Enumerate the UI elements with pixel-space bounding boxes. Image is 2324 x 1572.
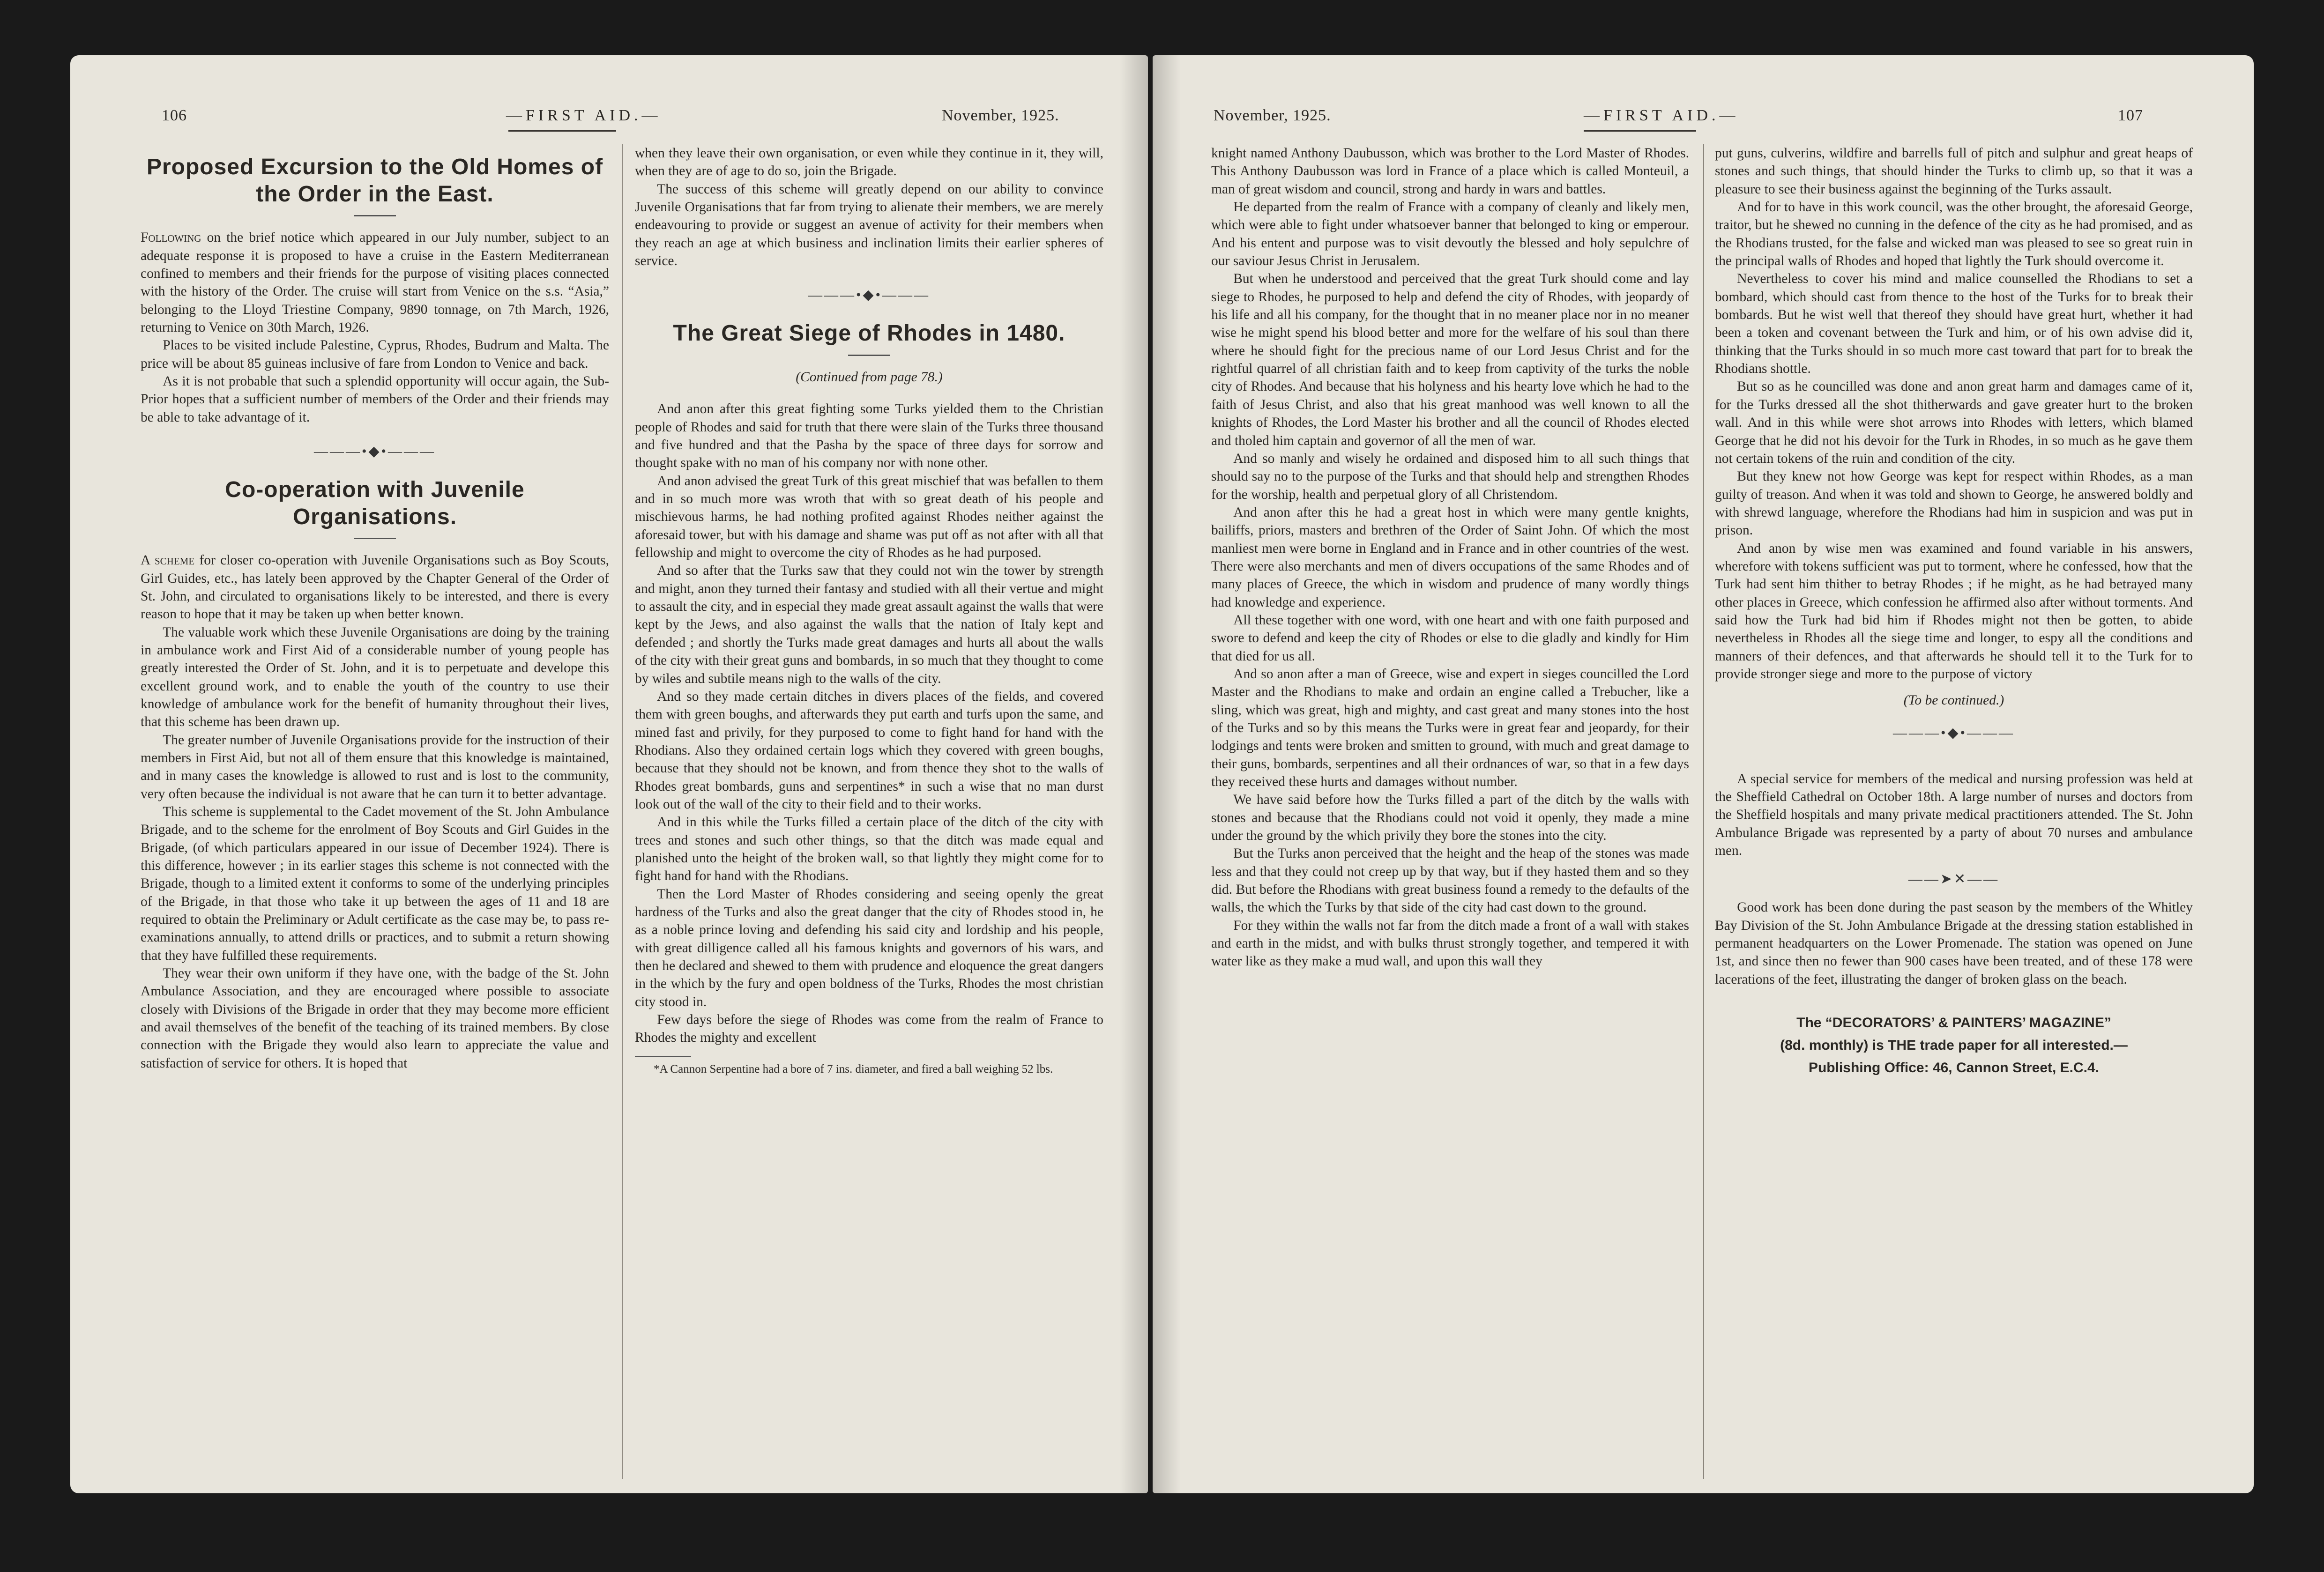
cooperation-paragraph: This scheme is supplemental to the Cadet movement of the St. John Ambulance Brigade, and to the scheme for the enrolment of Boy Scouts and Girl Guides in the Brigade, (of which particulars appeared in our issue of December 1924). There is this difference, however ; in its earlier stages this scheme is not connected with the Brigade, though to a limited extent it conforms to some of the underlying principles of the Brigade, in that those who take it up between the ages of 11 and 18 are required to obtain the Preliminary or Adult certificate as the case may be, to pass re-examinations annually, to attend drills or practices, and to submit a return showing that they have fulfilled these requirements. <box>141 804 609 963</box>
left-page-gutter-shadow <box>1120 55 1148 1493</box>
siege-paragraph: He departed from the realm of France with a company of cleanly and likely men, which were able to fight under whatsoever banner that belonged to king or emperour. And his entent and purpose was to visit devoutly the blessed and holy sepulchre of our saviour Jesus Christ in Jerusalem. <box>1211 200 1689 269</box>
siege-paragraph: knight named Anthony Daubusson, which was brother to the Lord Master of Rhodes. This Anthony Daubusson was lord in France of a place which is called Monteuil, a man of great wisdom and council, strong and hardy in wars and battles. <box>1211 146 1689 197</box>
left-page <box>70 55 1148 1493</box>
siege-paragraph: And anon after this he had a great host in which were many gentle knights, bailiffs, priors, masters and brethren of the Order of Saint John. Of which the most manliest men were borne in England and in France and in other countries of the west. There were also merchants and men of divers occupations of the same Rhodes and of many places of Greece, the which in wisdom and prudence of many wordly things had knowledge and experience. <box>1211 504 1689 610</box>
section-divider-ornament: ———•◆•——— <box>808 287 931 303</box>
left-issue-date: November, 1925. <box>942 107 1059 124</box>
cooperation-paragraph: when they leave their own organisation, or even while they continue in it, they will, when they are of age to do so, join the Brigade. <box>635 146 1103 179</box>
siege-paragraph: But the Turks anon perceived that the height and the heap of the stones was made less and that they could not creep up by that way, but if they hasted them and so they did. But before the Rhodians with great business found a remedy to the defaults of the walls, the which the Turks by that side of the city had cast down to the ground. <box>1211 846 1689 915</box>
siege-paragraph: But when he understood and perceived that the great Turk should come and lay siege to Rhodes, he purposed to help and defend the city of Rhodes, with jeopardy of his life and all his company, for the thought that in no meaner place nor in no meaner wise he might spend his blood better and more for the welfare of his soul than there where he should fight for the precious name of our Lord Jesus Christ and for the rightful quarrel of all christian faith and to keep from captivity of the turks the noble city of Rhodes. And because that his holyness and his hearty love which he had to the faith of Jesus Christ, and also that his great manhood was well known to all the knights of Rhodes, the Lord Master his brother and all the council of Rhodes elected and tholed him captain and governor of all the men of war. <box>1211 271 1689 448</box>
right-column-1 <box>1211 144 1689 971</box>
cooperation-paragraph: They wear their own uniform if they have one, with the badge of the St. John Ambulance Association, and they are encouraged where possible to associate closely with Divisions of the Brigade in order that they may become more efficient and avail themselves of the benefit of the teaching of its trained members. By close connection with the Brigade they would also learn to appreciate the value and satisfaction of service for others. It is hoped that <box>141 966 609 1071</box>
headline-rule <box>354 215 396 216</box>
right-page <box>1153 55 2254 1493</box>
siege-paragraph: And so they made certain ditches in divers places of the fields, and covered them with green boughs, and afterwards they put earth and turfs upon the same, and mined fast and privily, for they purposed to come to fight hand for hand with the Rhodians. Also they ordained certain logs which they covered with green boughs, because that they should not be known, and from thence they shot to the walls of Rhodes great bombards, guns and serpentines* in such a wise that no man durst look out of the wall of the city to their field and to their works. <box>635 689 1103 812</box>
excursion-paragraph: Places to be visited include Palestine, Cyprus, Rhodes, Budrum and Malta. The price will be about 85 guineas inclusive of fare from London to Venice and back. <box>141 338 609 371</box>
cooperation-headline: Co-operation with Juvenile Organisations. <box>225 477 525 529</box>
right-page-gutter-shadow <box>1153 55 1181 1493</box>
excursion-headline: Proposed Excursion to the Old Homes of the Order in the East. <box>146 155 603 207</box>
cooperation-paragraph: The greater number of Juvenile Organisations provide for the instruction of their members in First Aid, but not all of them ensure that this knowledge is maintained, and in many cases the knowledge is allowed to rust and is lost to the community, very often because the individual is not aware that he can turn it to better advantage. <box>141 732 609 801</box>
left-journal-title: —FIRST AID.— <box>506 107 662 124</box>
cooperation-paragraph: The success of this scheme will greatly depend on our ability to convince Juvenile Organisations that far from trying to alienate their members, we are merely endeavouring to provide or suggest an avenue of activity for their members when they reach an age at which business and inclination limits their earlier spheres of service. <box>635 181 1103 269</box>
section-divider-ornament: ——➤✕—— <box>1908 871 2000 887</box>
siege-paragraph: Then the Lord Master of Rhodes considering and seeing openly the great hardness of the Turks and also the great danger that the city of Rhodes stood in, he as a noble prince loving and defending his said city and lordship and his people, with great dilligence called all his famous knights and governors of his wars, and then he declared and shewed to them with prudence and eloquence the great dangers in the which by the fury and open boldness of the Turks, Rhodes the most christian city stood in. <box>635 886 1103 1009</box>
right-header-rule <box>1584 130 1696 132</box>
siege-paragraph: But they knew not how George was kept for respect within Rhodes, as a man guilty of treason. And when it was told and shown to George, he answered boldly and with shrewd language, wherefore the Rhodians had him in suspicion and was put in prison. <box>1715 469 2193 538</box>
to-be-continued-note: (To be continued.) <box>1903 693 2004 708</box>
siege-paragraph: put guns, culverins, wildfire and barrells full of pitch and sulphur and great heaps of stones and such things, that should hinder the Turks to climb up, so that it was a pleasure to see their business against the beginning of the Turks assault. <box>1715 146 2193 197</box>
whitley-bay-paragraph: Good work has been done during the past season by the members of the Whitley Bay Division of the St. John Ambulance Brigade at the dressing station established in permanent headquarters on the Lower Promenade. The station was opened on June 1st, and since then no fewer than 900 cases have been treated, and of these 178 were lacerations of the feet, illustrating the danger of broken glass on the beach. <box>1715 900 2193 987</box>
left-column-divider <box>622 144 623 1479</box>
left-page-number: 106 <box>162 107 187 124</box>
right-column-divider <box>1703 144 1704 1479</box>
continued-from-note: (Continued from page 78.) <box>796 370 943 385</box>
advert-line: (8d. monthly) is THE trade paper for all interested.— <box>1780 1038 2128 1053</box>
siege-paragraph: We have said before how the Turks filled a part of the ditch by the walls with stones and because that the Rhodians could not void it openly, they made a mine under the ground by the which privily they bore the stones into the city. <box>1211 792 1689 844</box>
siege-paragraph: And so anon after a man of Greece, wise and expert in sieges councilled the Lord Master and the Rhodians to make and ordain an engine called a Trebucher, like a sling, which was great, high and mighty, and cast great and many stones into the host of the Turks and so by this means the Turks were in great fear and jeopardy, for their lodgings and tents were broken and smitten to ground, with much and great damage to their guns, bombards, serpentines and all their ordnances of war, so that in a few days they received these hurts and damages without number. <box>1211 666 1689 790</box>
magazine-advertisement <box>1715 1012 2193 1079</box>
left-header-rule <box>508 130 616 132</box>
headline-rule <box>354 538 396 539</box>
siege-headline: The Great Siege of Rhodes in 1480. <box>673 321 1065 346</box>
cooperation-lead-word: A scheme <box>141 553 195 568</box>
siege-paragraph: And for to have in this work council, was the other brought, the aforesaid George, traitor, but he shewed no cunning in the defence of the city as he had promised, and as the Rhodians trusted, for the false and wicked man was pleased to see so great ruin in the principal walls of Rhodes and hoped that lightly the Turk should overcome it. <box>1715 200 2193 269</box>
advert-line: Publishing Office: 46, Cannon Street, E.C.4. <box>1808 1060 2100 1076</box>
headline-rule <box>848 355 890 356</box>
siege-paragraph: All these together with one word, with one heart and with one faith purposed and swore to defend and keep the city of Rhodes or else to die gladly and kindly for Him that died for us all. <box>1211 612 1689 664</box>
advert-line: The “DECORATORS’ & PAINTERS’ MAGAZINE” <box>1796 1015 2111 1031</box>
right-journal-title: —FIRST AID.— <box>1584 107 1739 124</box>
cannon-footnote: *A Cannon Serpentine had a bore of 7 ins. diameter, and fired a ball weighing 52 lbs. <box>654 1062 1053 1075</box>
siege-paragraph: For they within the walls not far from the ditch made a front of a wall with stakes and earth in the midst, and with bulks thrust strongly together, and tempered it with water like as they make a mud wall, and upon this wall they <box>1211 918 1689 969</box>
excursion-paragraph: Following on the brief notice which appeared in our July number, subject to an adequate response it is proposed to have a cruise in the Eastern Mediterranean confined to members and their friends for the purpose of visiting places connected with the history of the Order. The cruise will start from Venice on the s.s. “Asia,” belonging to the Lloyd Triestine Company, 9890 tonnage, on 7th March, 1926, returning to Venice on 30th March, 1926. <box>141 230 609 335</box>
right-page-number: 107 <box>2118 107 2143 124</box>
cooperation-paragraph: A scheme for closer co-operation with Juvenile Organisations such as Boy Scouts, Girl Guides, etc., has lately been approved by the Chapter General of the Order of St. John, and circulated to organisations likely to be interested, and there is every reason to hope that it may be taken up when better known. <box>141 553 609 622</box>
siege-paragraph: And anon advised the great Turk of this great mischief that was befallen to them and in so much more was wroth that with so great death of his people and mischievous harms, he had nothing profited against Rhodes neither against the aforesaid tower, but with his damage and shame was put off as not after with all that fellowship and might to overcome the city of Rhodes as he had purposed. <box>635 473 1103 561</box>
excursion-lead-word: Following <box>141 230 201 245</box>
right-column-2 <box>1715 144 2193 1079</box>
siege-paragraph: And anon after this great fighting some Turks yielded them to the Christian people of Rhodes and said for truth that there were slain of the Turks three thousand and five hundred and that the Pasha by the space of three days for sorrow and thought spake with no man of his company nor with none other. <box>635 401 1103 471</box>
cooperation-paragraph: The valuable work which these Juvenile Organisations are doing by the training in ambulance work and First Aid of a considerable number of young people has greatly interested the Order of St. John, and it is to perpetuate and develope this excellent ground work, and to enable the youth of the country to use their knowledge of ambulance work for the benefit of humanity throughout their lives, that this scheme has been drawn up. <box>141 624 609 730</box>
left-column-2 <box>635 144 1103 1077</box>
siege-paragraph: Few days before the siege of Rhodes was come from the realm of France to Rhodes the mighty and excellent <box>635 1012 1103 1046</box>
siege-paragraph: And so after that the Turks saw that they could not win the tower by strength and might, anon they turned their fantasy and studied with all their vertue and might to assault the city, and in especial they made great assault against the walls that were kept by the Jews, and also against the walls that the nation of Italy kept and defended ; and shortly the Turks made great damages and hurts all about the walls of the city with their great guns and bombards, in so much that they thought to come by wiles and subtile means nigh to the walls of the city. <box>635 563 1103 686</box>
siege-paragraph: And in this while the Turks filled a certain place of the ditch of the city with trees and stones and such other things, so that the ditch was made equal and planished unto the height of the broken wall, so that lightly they might come for to fight hand for hand with the Rhodians. <box>635 815 1103 884</box>
siege-paragraph: And so manly and wisely he ordained and disposed him to all such things that should say no to the purpose of the Turks and that should help and strengthen Rhodes for the worship, health and perpetual glory of all Christendom. <box>1211 451 1689 502</box>
section-divider-ornament: ———•◆•——— <box>313 443 436 459</box>
siege-paragraph: But so as he councilled was done and anon great harm and damages came of it, for the Turks dressed all the shot thitherwards and gave greater hurt to the broken wall. And in this while were shot arrows into Rhodes with letters, which blamed George that he did not his devoir for the Turk in Rhodes, in so much as he gave them not certain tokens of the ruin and condition of the city. <box>1715 379 2193 466</box>
footnote-rule <box>635 1056 691 1057</box>
left-column-1 <box>141 144 609 1072</box>
excursion-paragraph: As it is not probable that such a splendid opportunity will occur again, the Sub-Prior hopes that a sufficient number of members of the Order and their friends may be able to take advantage of it. <box>141 373 609 425</box>
sheffield-paragraph: A special service for members of the medical and nursing profession was held at the Sheffield Cathedral on October 18th. A large number of nurses and doctors from the Sheffield hospitals and many private medical practitioners attended. The St. John Ambulance Brigade was represented by a party of about 70 nurses and ambulance men. <box>1715 771 2193 859</box>
right-issue-date: November, 1925. <box>1214 107 1331 124</box>
section-divider-ornament: ———•◆•——— <box>1892 725 2015 741</box>
siege-paragraph: Nevertheless to cover his mind and malice counselled the Rhodians to set a bombard, which should cast from thence to the host of the Turks for to break their bombards. But he wist well that thereof they should have great hurt, whether it had been a token and covenant between the Turk and him, or of his own advise did it, thinking that the Turks should in so much more cast toward that part for to break the Rhodians shottle. <box>1715 271 2193 377</box>
siege-paragraph: And anon by wise men was examined and found variable in his answers, wherefore with tokens sufficient was put to torment, where he confessed, how that the Turk had sent him thither to betray Rhodes ; if he might, as he had betrayed many other places in Greece, which confession he affirmed also after without torments. And said how the Turk had bid him if Rhodes might not then be gotten, to abide nevertheless in Rhodes all the siege time and longer, to espy all the conditions and manners of their defences, and that afterwards he should tell it to the Turk for to provide stronger siege and more to the purpose of victory <box>1715 541 2193 682</box>
